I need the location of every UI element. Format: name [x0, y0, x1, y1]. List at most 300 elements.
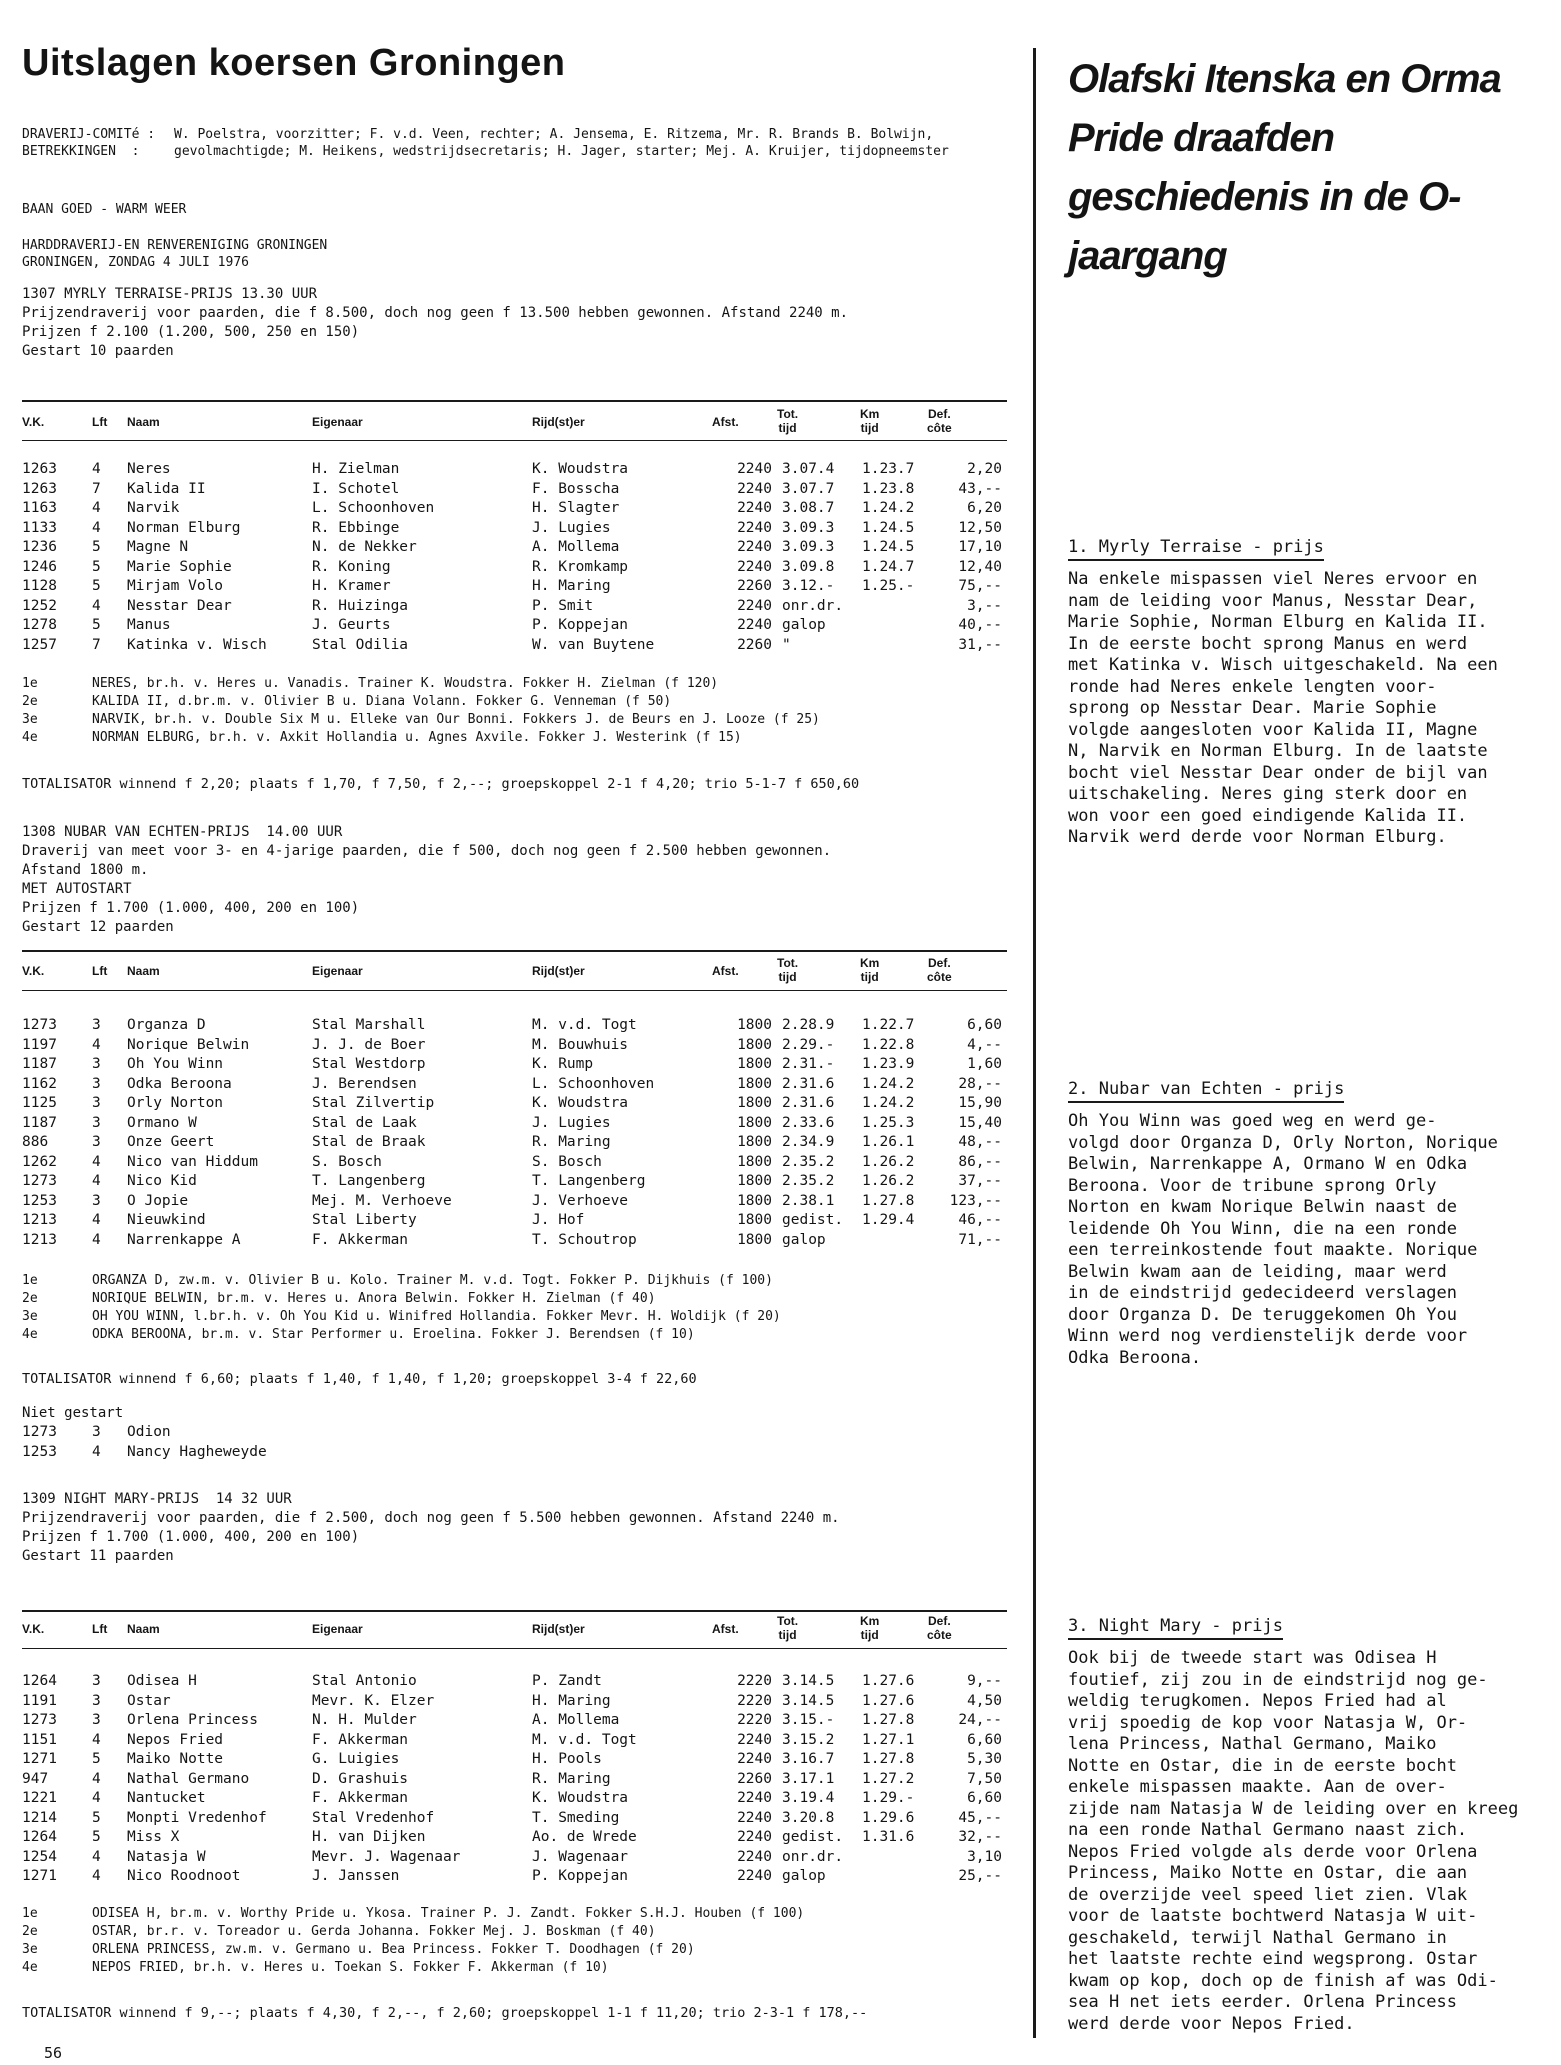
placing-line [22, 711, 1012, 729]
vk-cell: 1273 [22, 1173, 57, 1189]
lft-cell: 4 [92, 1231, 101, 1248]
owner-cell: H. van Dijken [312, 1829, 426, 1845]
organizer-name: HARDDRAVERIJ-EN RENVERENIGING GRONINGEN [22, 238, 328, 253]
race-info-line: MET AUTOSTART [22, 881, 132, 897]
horse-name-cell: Organza D [127, 1017, 206, 1033]
total-time-cell: 3.19.4 [782, 1790, 835, 1806]
lft-cell: 3 [92, 1017, 101, 1033]
placing-position: 2e [22, 694, 38, 709]
lft-cell: 4 [92, 1731, 101, 1748]
odds-cell: 28,-- [958, 1075, 1002, 1092]
race-report-body: Oh You Winn was goed weg en werd ge- volgd door Organza D, Orly Norton, Norique Belwin, Narrenkappe A, Ormano W en Odka Beroona. Voor de tribune sprong Orly Norton en kwam Norique Belwin naast de leidende Oh You Winn, die na een ronde een terreinkostende fout maakte. Norique Belwin kwam aan de leiding, maar werd in de eindstrijd gedecideerd verslagen door Organza D. De teruggekomen Oh You Winn werd nog verdienstelijk derde voor Odka Beroona. [1068, 1111, 1498, 1368]
owner-cell: Mevr. K. Elzer [312, 1692, 435, 1709]
lft-cell: 3 [92, 1134, 101, 1150]
vk-cell: 1273 [22, 1017, 57, 1033]
not-started-row [22, 1423, 1012, 1443]
km-time-cell: 1.27.6 [862, 1692, 915, 1709]
owner-cell: L. Schoonhoven [312, 500, 435, 516]
odds-cell: 6,60 [967, 1790, 1002, 1806]
lft-cell: 3 [92, 1712, 101, 1728]
vk-cell: 1128 [22, 578, 57, 594]
vk-cell: 1213 [22, 1212, 57, 1228]
driver-cell: P. Zandt [532, 1673, 602, 1689]
driver-cell: K. Woudstra [532, 1790, 629, 1806]
placing-description: NORMAN ELBURG, br.h. v. Axkit Hollandia u. Agnes Axvile. Fokker J. Westerink (f 15) [92, 730, 742, 745]
race-1309-info [22, 1490, 1012, 1566]
race-date: GRONINGEN, ZONDAG 4 JULI 1976 [22, 255, 249, 270]
placing-position: 4e [22, 1327, 38, 1342]
table-top-rule [22, 400, 1007, 402]
owner-cell: Stal de Laak [312, 1114, 417, 1131]
header-vk: V.K. [22, 964, 45, 978]
race-info-line: Prijzendraverij voor paarden, die f 2.500, doch nog geen f 5.500 hebben gewonnen. Afstand 2240 m. [22, 1510, 840, 1526]
odds-cell: 2,20 [967, 461, 1002, 477]
horse-name-cell: Monpti Vredenhof [127, 1809, 267, 1826]
total-time-cell: 2.31.6 [782, 1095, 835, 1111]
race-info-line: Gestart 10 paarden [22, 343, 174, 359]
odds-cell: 43,-- [958, 480, 1002, 497]
lft-cell: 3 [92, 1075, 101, 1092]
horse-name-cell: Maiko Notte [127, 1751, 224, 1767]
vk-cell: 1271 [22, 1868, 57, 1884]
lft-cell: 4 [92, 500, 101, 516]
horse-name-cell: Kalida II [127, 480, 206, 497]
lft-cell: 4 [92, 597, 101, 614]
lft-cell: 4 [92, 1848, 101, 1865]
table-row [22, 1789, 1012, 1809]
race-info-line: Gestart 11 paarden [22, 1548, 174, 1564]
total-time-cell: 2.35.2 [782, 1173, 835, 1189]
total-time-cell: 2.34.9 [782, 1134, 835, 1150]
horse-name-cell: Narvik [127, 500, 180, 516]
driver-cell: Ao. de Wrede [532, 1829, 637, 1845]
driver-cell: P. Koppejan [532, 617, 629, 633]
distance-cell: 2240 [737, 500, 772, 516]
lft-cell: 4 [92, 1036, 101, 1053]
table-row [22, 499, 1012, 519]
driver-cell: T. Schoutrop [532, 1231, 637, 1248]
km-time-cell: 1.27.8 [862, 1192, 915, 1209]
lft-cell: 4 [92, 1212, 101, 1228]
lft-cell: 4 [92, 1443, 101, 1460]
distance-cell: 1800 [737, 1192, 772, 1209]
race-title: 1309 NIGHT MARY-PRIJS 14 32 UUR [22, 1491, 292, 1507]
table-row [22, 1770, 1012, 1790]
horse-name-cell: Odion [127, 1424, 171, 1440]
header-tot: Tot. tijd [777, 407, 799, 435]
race-1308-placings [22, 1272, 1012, 1344]
placing-description: NARVIK, br.h. v. Double Six M u. Elleke van Our Bonni. Fokkers J. de Beurs en J. Looze (f 25) [92, 712, 820, 727]
vk-cell: 1253 [22, 1192, 57, 1209]
horse-name-cell: Nathal Germano [127, 1770, 250, 1787]
table-row [22, 1172, 1012, 1192]
lft-cell: 5 [92, 558, 101, 575]
placing-description: ORLENA PRINCESS, zw.m. v. Germano u. Bea Princess. Fokker T. Doodhagen (f 20) [92, 1942, 695, 1957]
header-rijder: Rijd(st)er [532, 415, 585, 429]
placing-position: 4e [22, 1960, 38, 1975]
owner-cell: Stal Liberty [312, 1212, 417, 1228]
driver-cell: H. Pools [532, 1751, 602, 1767]
total-time-cell: 3.07.4 [782, 461, 835, 477]
driver-cell: J. Wagenaar [532, 1848, 629, 1865]
owner-cell: Stal Antonio [312, 1673, 417, 1689]
lft-cell: 4 [92, 1868, 101, 1884]
total-time-cell: 3.09.3 [782, 539, 835, 555]
driver-cell: M. v.d. Togt [532, 1017, 637, 1033]
total-time-cell: 3.09.3 [782, 519, 835, 536]
horse-name-cell: Odisea H [127, 1673, 197, 1689]
odds-cell: 15,90 [958, 1095, 1002, 1111]
distance-cell: 2240 [737, 597, 772, 614]
owner-cell: I. Schotel [312, 480, 400, 497]
driver-cell: W. van Buytene [532, 636, 655, 653]
distance-cell: 1800 [737, 1075, 772, 1092]
horse-name-cell: Nico van Hiddum [127, 1153, 258, 1170]
km-time-cell: 1.23.7 [862, 461, 915, 477]
km-time-cell: 1.22.8 [862, 1036, 915, 1053]
odds-cell: 71,-- [958, 1231, 1002, 1248]
race-report-3 [1068, 1616, 1538, 2035]
km-time-cell: 1.24.2 [862, 1075, 915, 1092]
driver-cell: J. Lugies [532, 1114, 611, 1131]
vk-cell: 1271 [22, 1751, 57, 1767]
vk-cell: 1264 [22, 1829, 57, 1845]
lft-cell: 4 [92, 1153, 101, 1170]
driver-cell: R. Maring [532, 1134, 611, 1150]
horse-name-cell: Nepos Fried [127, 1731, 224, 1748]
owner-cell: Mevr. J. Wagenaar [312, 1848, 461, 1865]
total-time-cell: 3.20.8 [782, 1809, 835, 1826]
odds-cell: 3,-- [967, 597, 1002, 614]
owner-cell: J. Berendsen [312, 1075, 417, 1092]
km-time-cell: 1.24.7 [862, 558, 915, 575]
distance-cell: 2260 [737, 1770, 772, 1787]
total-time-cell: 3.15.2 [782, 1731, 835, 1748]
horse-name-cell: Nieuwkind [127, 1212, 206, 1228]
vk-cell: 1236 [22, 539, 57, 555]
owner-cell: Stal Zilvertip [312, 1095, 435, 1111]
header-afst: Afst. [712, 964, 739, 978]
distance-cell: 2240 [737, 519, 772, 536]
driver-cell: R. Maring [532, 1770, 611, 1787]
total-time-cell: 3.12.- [782, 578, 835, 594]
owner-cell: Mej. M. Verhoeve [312, 1192, 452, 1209]
header-def: Def. côte [927, 1614, 952, 1642]
placing-description: NORIQUE BELWIN, br.m. v. Heres u. Anora Belwin. Fokker H. Zielman (f 40) [92, 1291, 656, 1306]
lft-cell: 7 [92, 636, 101, 653]
table-row [22, 1867, 1012, 1887]
lft-cell: 4 [92, 519, 101, 536]
total-time-cell: 2.31.6 [782, 1075, 835, 1092]
table-row [22, 1133, 1012, 1153]
race-1307-table-header [22, 407, 1012, 443]
table-row [22, 1828, 1012, 1848]
header-rijder: Rijd(st)er [532, 1622, 585, 1636]
not-started-label: Niet gestart [22, 1405, 124, 1421]
table-row [22, 1075, 1012, 1095]
distance-cell: 2240 [737, 480, 772, 497]
lft-cell: 3 [92, 1114, 101, 1131]
lft-cell: 5 [92, 578, 101, 594]
driver-cell: J. Lugies [532, 519, 611, 536]
placing-line [22, 1905, 1012, 1923]
driver-cell: P. Koppejan [532, 1868, 629, 1884]
distance-cell: 2240 [737, 617, 772, 633]
table-row [22, 538, 1012, 558]
race-1307-info [22, 285, 1012, 361]
km-time-cell: 1.27.8 [862, 1712, 915, 1728]
header-eigenaar: Eigenaar [312, 415, 363, 429]
race-title: 1307 MYRLY TERRAISE-PRIJS 13.30 UUR [22, 286, 318, 302]
odds-cell: 31,-- [958, 636, 1002, 653]
km-time-cell: 1.31.6 [862, 1829, 915, 1845]
header-def: Def. côte [927, 407, 952, 435]
placing-position: 3e [22, 712, 38, 727]
header-naam: Naam [127, 415, 160, 429]
odds-cell: 123,-- [949, 1192, 1002, 1209]
vk-cell: 1252 [22, 597, 57, 614]
page-title: Uitslagen koersen Groningen [22, 42, 566, 84]
total-time-cell: 3.15.- [782, 1712, 835, 1728]
horse-name-cell: Orly Norton [127, 1095, 224, 1111]
km-time-cell: 1.24.5 [862, 519, 915, 536]
race-1307-placings [22, 675, 1012, 747]
organizer-block [22, 237, 1012, 271]
lft-cell: 4 [92, 1173, 101, 1189]
horse-name-cell: Magne N [127, 539, 189, 555]
odds-cell: 25,-- [958, 1868, 1002, 1884]
track-conditions: BAAN GOED - WARM WEER [22, 202, 187, 217]
total-time-cell: 3.07.7 [782, 480, 835, 497]
race-1309-placings [22, 1905, 1012, 1977]
distance-cell: 2220 [737, 1692, 772, 1709]
horse-name-cell: Norique Belwin [127, 1036, 250, 1053]
vk-cell: 1263 [22, 461, 57, 477]
race-1308-info [22, 823, 1012, 937]
table-header-rule [22, 1648, 1007, 1649]
horse-name-cell: Mirjam Volo [127, 578, 224, 594]
not-started-list [22, 1423, 1012, 1462]
total-time-cell: 2.33.6 [782, 1114, 835, 1131]
vk-cell: 886 [22, 1134, 49, 1150]
distance-cell: 2240 [737, 558, 772, 575]
total-time-cell: 2.38.1 [782, 1192, 835, 1209]
placing-description: ODISEA H, br.m. v. Worthy Pride u. Ykosa. Trainer P. J. Zandt. Fokker S.H.J. Houben (f 100) [92, 1906, 805, 1921]
vk-cell: 947 [22, 1770, 49, 1787]
horse-name-cell: Narrenkappe A [127, 1231, 241, 1248]
table-row [22, 1731, 1012, 1751]
horse-name-cell: Nesstar Dear [127, 597, 232, 614]
km-time-cell: 1.27.1 [862, 1731, 915, 1748]
table-row [22, 558, 1012, 578]
table-row [22, 1036, 1012, 1056]
vk-cell: 1264 [22, 1673, 57, 1689]
distance-cell: 2240 [737, 1829, 772, 1845]
placing-position: 1e [22, 1906, 38, 1921]
driver-cell: M. v.d. Togt [532, 1731, 637, 1748]
distance-cell: 2220 [737, 1673, 772, 1689]
distance-cell: 1800 [737, 1153, 772, 1170]
race-info-line: Prijzen f 2.100 (1.200, 500, 250 en 150) [22, 324, 360, 340]
owner-cell: J. J. de Boer [312, 1036, 426, 1053]
placing-line [22, 675, 1012, 693]
owner-cell: H. Zielman [312, 461, 400, 477]
km-time-cell: 1.24.5 [862, 539, 915, 555]
lft-cell: 3 [92, 1192, 101, 1209]
reports-column [1048, 0, 1548, 2065]
race-report-body: Na enkele mispassen viel Neres ervoor en nam de leiding voor Manus, Nesstar Dear, Marie Sophie, Norman Elburg en Kalida II. In de eerste bocht sprong Manus en werd met Katinka v. Wisch uitgeschakeld. Na een ronde had Neres enkele lengten voor- sprong op Nesstar Dear. Marie Sophie volgde aangesloten voor Kalida II, Magne N, Narvik en Norman Elburg. In de laatste bocht viel Nesstar Dear onder de bijl van uitschakeling. Neres ging sterk door en won voor een goed eindigende Kalida II. Narvik werd derde voor Norman Elburg. [1068, 569, 1498, 847]
placing-description: ODKA BEROONA, br.m. v. Star Performer u. Eroelina. Fokker J. Berendsen (f 10) [92, 1327, 695, 1342]
driver-cell: A. Mollema [532, 1712, 620, 1728]
distance-cell: 2240 [737, 1731, 772, 1748]
distance-cell: 2240 [737, 539, 772, 555]
header-def: Def. côte [927, 956, 952, 984]
owner-cell: H. Kramer [312, 578, 391, 594]
horse-name-cell: Nantucket [127, 1790, 206, 1806]
vk-cell: 1133 [22, 519, 57, 536]
horse-name-cell: Ormano W [127, 1114, 197, 1131]
distance-cell: 1800 [737, 1134, 772, 1150]
table-row [22, 1231, 1012, 1251]
race-title: 1308 NUBAR VAN ECHTEN-PRIJS 14.00 UUR [22, 824, 343, 840]
vk-cell: 1273 [22, 1424, 57, 1440]
distance-cell: 2240 [737, 1751, 772, 1767]
column-divider [1033, 48, 1036, 2038]
driver-cell: K. Woudstra [532, 1095, 629, 1111]
distance-cell: 2220 [737, 1712, 772, 1728]
distance-cell: 1800 [737, 1114, 772, 1131]
placing-line [22, 1941, 1012, 1959]
table-row [22, 1153, 1012, 1173]
header-vk: V.K. [22, 415, 45, 429]
owner-cell: N. de Nekker [312, 539, 417, 555]
owner-cell: F. Akkerman [312, 1731, 409, 1748]
vk-cell: 1214 [22, 1809, 57, 1826]
owner-cell: F. Akkerman [312, 1231, 409, 1248]
placing-position: 3e [22, 1309, 38, 1324]
odds-cell: 48,-- [958, 1134, 1002, 1150]
placing-line [22, 1923, 1012, 1941]
km-time-cell: 1.26.1 [862, 1134, 915, 1150]
owner-cell: T. Langenberg [312, 1173, 426, 1189]
horse-name-cell: Nico Roodnoot [127, 1868, 241, 1884]
km-time-cell: 1.29.- [862, 1790, 915, 1806]
total-time-cell: 3.16.7 [782, 1751, 835, 1767]
table-row [22, 1114, 1012, 1134]
driver-cell: M. Bouwhuis [532, 1036, 629, 1053]
odds-cell: 32,-- [958, 1829, 1002, 1845]
table-header-rule [22, 440, 1007, 441]
total-time-cell: galop [782, 1868, 826, 1884]
odds-cell: 46,-- [958, 1212, 1002, 1228]
header-eigenaar: Eigenaar [312, 964, 363, 978]
placing-position: 3e [22, 1942, 38, 1957]
header-km: Km tijd [860, 407, 880, 435]
header-naam: Naam [127, 964, 160, 978]
header-lft: Lft [92, 1622, 108, 1636]
km-time-cell: 1.23.9 [862, 1056, 915, 1072]
placing-description: ORGANZA D, zw.m. v. Olivier B u. Kolo. Trainer M. v.d. Togt. Fokker P. Dijkhuis (f 100) [92, 1273, 773, 1288]
vk-cell: 1197 [22, 1036, 57, 1053]
vk-cell: 1278 [22, 617, 57, 633]
lft-cell: 5 [92, 1751, 101, 1767]
lft-cell: 3 [92, 1424, 101, 1440]
owner-cell: R. Huizinga [312, 597, 409, 614]
lft-cell: 7 [92, 480, 101, 497]
placing-line [22, 1272, 1012, 1290]
placing-description: NEPOS FRIED, br.h. v. Heres u. Toekan S. Fokker F. Akkerman (f 10) [92, 1960, 609, 1975]
distance-cell: 2240 [737, 1809, 772, 1826]
driver-cell: F. Bosscha [532, 480, 620, 497]
vk-cell: 1246 [22, 558, 57, 575]
total-time-cell: " [782, 636, 791, 653]
vk-cell: 1163 [22, 500, 57, 516]
race-1309-totalisator: TOTALISATOR winnend f 9,--; plaats f 4,30, f 2,--, f 2,60; groepskoppel 1-1 f 11,20; trio 2-3-1 f 178,-- [22, 2005, 868, 2021]
placing-line [22, 1308, 1012, 1326]
vk-cell: 1253 [22, 1443, 57, 1460]
vk-cell: 1221 [22, 1790, 57, 1806]
placing-description: OH YOU WINN, l.br.h. v. Oh You Kid u. Winifred Hollandia. Fokker Mevr. H. Woldijk (f 20) [92, 1309, 781, 1324]
race-1308-results [22, 1016, 1012, 1250]
distance-cell: 2240 [737, 461, 772, 477]
driver-cell: H. Slagter [532, 500, 620, 516]
table-row [22, 1211, 1012, 1231]
distance-cell: 2260 [737, 636, 772, 653]
odds-cell: 86,-- [958, 1153, 1002, 1170]
odds-cell: 17,10 [958, 539, 1002, 555]
vk-cell: 1213 [22, 1231, 57, 1248]
total-time-cell: onr.dr. [782, 1848, 844, 1865]
driver-cell: J. Verhoeve [532, 1192, 629, 1209]
driver-cell: K. Rump [532, 1056, 594, 1072]
horse-name-cell: Katinka v. Wisch [127, 636, 267, 653]
horse-name-cell: Marie Sophie [127, 558, 232, 575]
total-time-cell: 3.14.5 [782, 1692, 835, 1709]
odds-cell: 7,50 [967, 1770, 1002, 1787]
table-top-rule [22, 950, 1007, 952]
owner-cell: R. Ebbinge [312, 519, 400, 536]
vk-cell: 1263 [22, 480, 57, 497]
total-time-cell: 3.09.8 [782, 558, 835, 575]
odds-cell: 4,50 [967, 1692, 1002, 1709]
driver-cell: R. Kromkamp [532, 558, 629, 575]
vk-cell: 1162 [22, 1075, 57, 1092]
lft-cell: 3 [92, 1095, 101, 1111]
driver-cell: K. Woudstra [532, 461, 629, 477]
km-time-cell: 1.24.2 [862, 500, 915, 516]
km-time-cell: 1.29.6 [862, 1809, 915, 1826]
owner-cell: N. H. Mulder [312, 1712, 417, 1728]
owner-cell: F. Akkerman [312, 1790, 409, 1806]
driver-cell: T. Langenberg [532, 1173, 646, 1189]
odds-cell: 75,-- [958, 578, 1002, 594]
table-row [22, 1692, 1012, 1712]
vk-cell: 1187 [22, 1114, 57, 1131]
total-time-cell: gedist. [782, 1829, 844, 1845]
table-row [22, 460, 1012, 480]
owner-cell: Stal de Braak [312, 1134, 426, 1150]
table-row [22, 1016, 1012, 1036]
race-1309-results [22, 1672, 1012, 1887]
placing-line [22, 729, 1012, 747]
odds-cell: 45,-- [958, 1809, 1002, 1826]
header-lft: Lft [92, 415, 108, 429]
total-time-cell: 3.08.7 [782, 500, 835, 516]
header-eigenaar: Eigenaar [312, 1622, 363, 1636]
race-info-line: Gestart 12 paarden [22, 919, 174, 935]
lft-cell: 5 [92, 539, 101, 555]
total-time-cell: 3.17.1 [782, 1770, 835, 1787]
